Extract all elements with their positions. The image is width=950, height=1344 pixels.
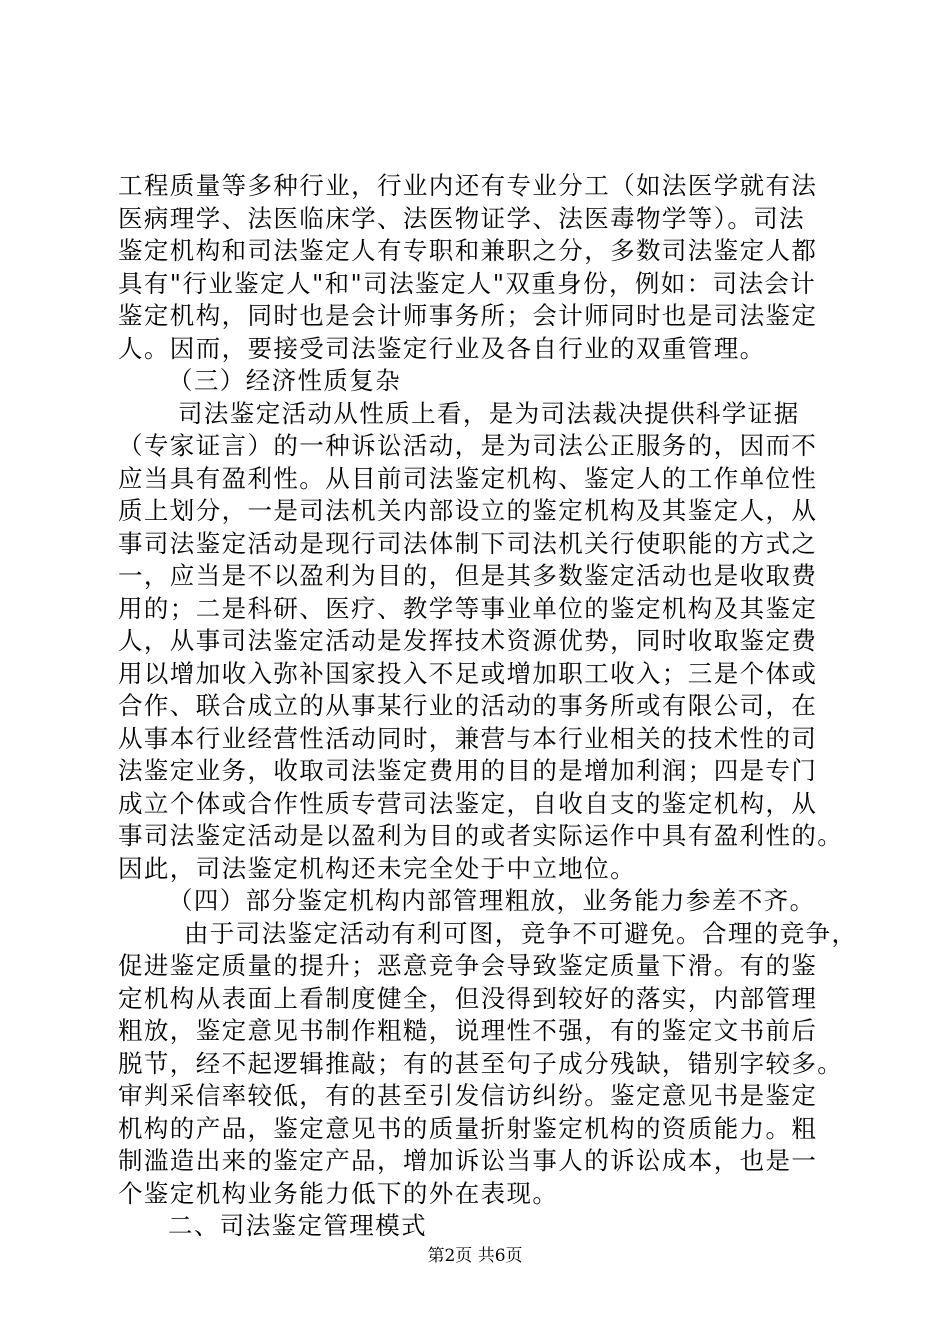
text-line: 脱节，经不起逻辑推敲；有的甚至句子成分残缺，错别字较多。 bbox=[118, 1048, 844, 1078]
text-line: 具有"行业鉴定人"和"司法鉴定人"双重身份，例如：司法会计 bbox=[118, 268, 817, 298]
text-line: 事司法鉴定活动是以盈利为目的或者实际运作中具有盈利性的。 bbox=[118, 821, 844, 850]
text-line: 鉴定机构，同时也是会计师事务所；会计师同时也是司法鉴定 bbox=[118, 301, 818, 330]
text-line: 鉴定机构和司法鉴定人有专职和兼职之分，多数司法鉴定人都 bbox=[118, 236, 818, 265]
text-line: 因此，司法鉴定机构还未完全处于中立地位。 bbox=[118, 853, 636, 883]
text-line: （专家证言）的一种诉讼活动，是为司法公正服务的，因而不 bbox=[118, 431, 818, 460]
section-heading-3: （三）经济性质复杂 bbox=[168, 366, 402, 395]
body-text bbox=[118, 170, 858, 1243]
text-line: 用的；二是科研、医疗、教学等事业单位的鉴定机构及其鉴定 bbox=[118, 593, 818, 623]
text-line: 工程质量等多种行业，行业内还有专业分工（如法医学就有法 bbox=[118, 171, 818, 200]
text-line: 机构的产品，鉴定意见书的质量折射鉴定机构的资质能力。粗 bbox=[118, 1113, 818, 1143]
text-line: 一，应当是不以盈利为目的，但是其多数鉴定活动也是收取费 bbox=[118, 561, 818, 590]
page-footer bbox=[0, 1245, 950, 1267]
text-line: 应当具有盈利性。从目前司法鉴定机构、鉴定人的工作单位性 bbox=[118, 463, 818, 493]
text-line: 粗放，鉴定意见书制作粗糙，说理性不强，有的鉴定文书前后 bbox=[118, 1016, 818, 1045]
text-line: 人。因而，要接受司法鉴定行业及各自行业的双重管理。 bbox=[118, 333, 766, 363]
text-line: 制滥造出来的鉴定产品，增加诉讼当事人的诉讼成本，也是一 bbox=[118, 1146, 818, 1175]
text-line: 审判采信率较低，有的甚至引发信访纠纷。鉴定意见书是鉴定 bbox=[118, 1081, 818, 1110]
text-line: 质上划分，一是司法机关内部设立的鉴定机构及其鉴定人，从 bbox=[118, 496, 818, 525]
text-line: 从事本行业经营性活动同时，兼营与本行业相关的技术性的司 bbox=[118, 723, 818, 753]
text-line: 成立个体或合作性质专营司法鉴定，自收自支的鉴定机构，从 bbox=[118, 788, 818, 818]
text-line: 用以增加收入弥补国家投入不足或增加职工收入；三是个体或 bbox=[118, 658, 818, 688]
page-number-label: 第2页 共6页 bbox=[427, 1246, 523, 1266]
text-line: 促进鉴定质量的提升；恶意竞争会导致鉴定质量下滑。有的鉴 bbox=[118, 951, 818, 980]
text-line: 事司法鉴定活动是现行司法体制下司法机关行使职能的方式之 bbox=[118, 528, 818, 558]
text-line: 由于司法鉴定活动有利可图，竞争不可避免。合理的竞争， bbox=[184, 918, 858, 948]
text-line: 定机构从表面上看制度健全，但没得到较好的落实，内部管理 bbox=[118, 983, 818, 1013]
text-line: 个鉴定机构业务能力低下的外在表现。 bbox=[118, 1178, 559, 1208]
section-heading-4: （四）部分鉴定机构内部管理粗放，业务能力参差不齐。 bbox=[168, 886, 816, 915]
text-line: 司法鉴定活动从性质上看，是为司法裁决提供科学证据 bbox=[178, 398, 800, 428]
text-line: 合作、联合成立的从事某行业的活动的事务所或有限公司，在 bbox=[118, 691, 818, 720]
text-line: 人，从事司法鉴定活动是发挥技术资源优势，同时收取鉴定费 bbox=[118, 626, 818, 655]
text-line: 医病理学、法医临床学、法医物证学、法医毒物学等）。司法 bbox=[118, 203, 806, 233]
text-line: 法鉴定业务，收取司法鉴定费用的目的是增加利润；四是专门 bbox=[118, 756, 818, 785]
section-heading-2: 二、司法鉴定管理模式 bbox=[168, 1211, 427, 1240]
